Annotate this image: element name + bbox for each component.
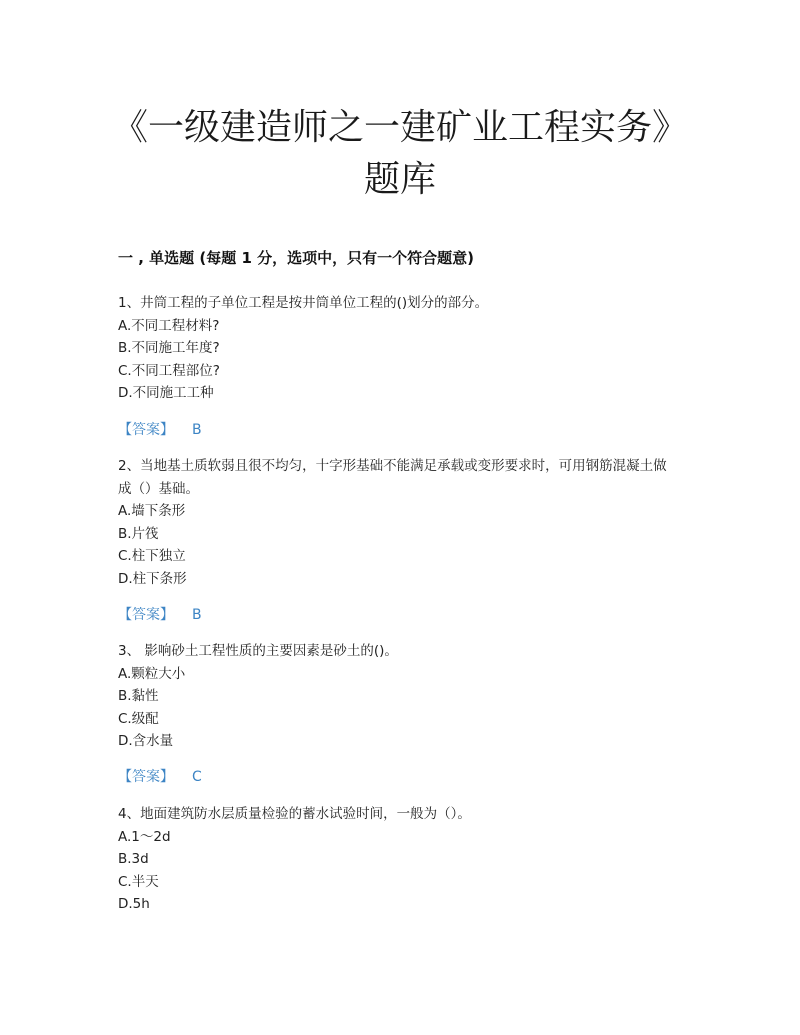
- option-a: A.1～2d: [118, 828, 171, 845]
- question-text: 1、井筒工程的子单位工程是按井筒单位工程的()划分的部分。: [118, 295, 489, 311]
- answer-1: [118, 420, 202, 440]
- option-c: C.柱下独立: [118, 548, 186, 565]
- option-d: D.含水量: [118, 733, 174, 750]
- option-c: C.级配: [118, 710, 159, 727]
- option-c: C.不同工程部位?: [118, 362, 220, 379]
- option-a: A.墙下条形: [118, 503, 186, 520]
- option-b: B.3d: [118, 851, 149, 868]
- question-1: [118, 292, 678, 405]
- answer-label: 【答案】: [118, 607, 174, 623]
- option-d: D.柱下条形: [118, 570, 187, 587]
- answer-value: B: [192, 607, 202, 623]
- option-d: D.不同施工工种: [118, 385, 214, 402]
- question-text: 4、地面建筑防水层质量检验的蓄水试验时间，一般为（）。: [118, 806, 471, 822]
- option-b: B.不同施工年度?: [118, 340, 220, 357]
- answer-label: 【答案】: [118, 422, 174, 438]
- option-b: B.黏性: [118, 688, 159, 705]
- option-b: B.片筏: [118, 525, 159, 542]
- question-3: [118, 640, 678, 753]
- option-c: C.半天: [118, 873, 159, 890]
- question-4: [118, 803, 678, 916]
- question-text: 3、 影响砂土工程性质的主要因素是砂土的()。: [118, 643, 398, 659]
- answer-3: [118, 767, 202, 787]
- option-a: A.颗粒大小: [118, 665, 186, 682]
- answer-2: [118, 605, 202, 625]
- section-header: 一 , 单选题 (每题 1 分，选项中，只有一个符合题意): [118, 249, 474, 267]
- answer-value: B: [192, 422, 202, 438]
- answer-value: C: [192, 769, 202, 785]
- question-text: 2、当地基土质软弱且很不均匀，十字形基础不能满足承载或变形要求时，可用钢筋混凝土做成（）基础。: [118, 458, 667, 497]
- question-2: [118, 455, 678, 591]
- option-d: D.5h: [118, 896, 150, 913]
- option-a: A.不同工程材料?: [118, 317, 220, 334]
- document-subtitle: 题库: [363, 159, 436, 200]
- document-title: 《一级建造师之一建矿业工程实务》: [111, 107, 688, 148]
- answer-label: 【答案】: [118, 769, 174, 785]
